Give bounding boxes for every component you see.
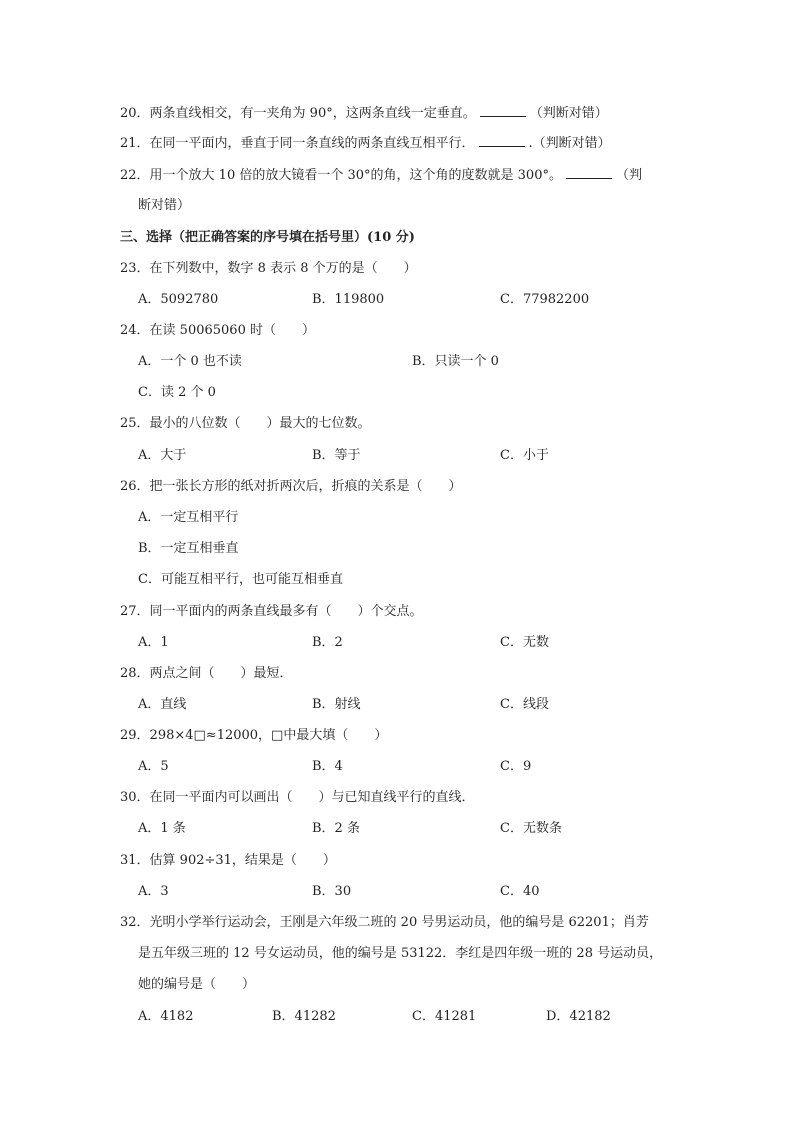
question-23: 23．在下列数中，数字 8 表示 8 个万的是（ ） [120,261,417,276]
option-30-b[interactable]: B．2 条 [312,821,360,836]
option-24-c[interactable]: C．读 2 个 0 [138,385,216,400]
option-32-d[interactable]: D．42182 [546,1009,611,1024]
option-27-c[interactable]: C．无数 [500,635,549,650]
option-28-b[interactable]: B．射线 [312,697,361,712]
option-31-b[interactable]: B．30 [312,884,352,899]
option-25-c[interactable]: C．小于 [500,448,549,463]
question-21: 21．在同一平面内，垂直于同一条直线的两条直线互相平行． .（判断对错） [120,136,611,151]
question-24: 24．在读 50065060 时（ ） [120,323,315,338]
option-26-b[interactable]: B．一定互相垂直 [138,541,239,556]
option-29-a[interactable]: A．5 [138,759,169,774]
question-28: 28．两点之间（ ）最短． [120,666,293,681]
option-23-c[interactable]: C．77982200 [500,292,590,307]
option-27-a[interactable]: A．1 [138,635,169,650]
question-29: 29．298×4□≈12000，□中最大填（ ） [120,728,388,743]
question-32: 32．光明小学举行运动会，王刚是六年级二班的 20 号男运动员，他的编号是 62201；肖芳 [120,915,649,930]
question-26: 26．把一张长方形的纸对折两次后，折痕的关系是（ ） [120,479,462,494]
option-29-c[interactable]: C．9 [500,759,532,774]
option-31-a[interactable]: A．3 [138,884,169,899]
question-25: 25．最小的八位数（ ）最大的七位数。 [120,416,371,431]
option-27-b[interactable]: B．2 [312,635,343,650]
question-31: 31．估算 902÷31，结果是（ ） [120,853,336,868]
option-23-a[interactable]: A．5092780 [138,292,219,307]
question-22: 22．用一个放大 10 倍的放大镜看一个 30°的角，这个角的度数就是 300°。 （判 [120,168,642,183]
option-24-b[interactable]: B．只读一个 0 [412,354,499,369]
option-25-a[interactable]: A．大于 [138,448,187,463]
option-28-c[interactable]: C．线段 [500,697,549,712]
option-32-c[interactable]: C．41281 [412,1009,477,1024]
option-31-c[interactable]: C．40 [500,884,540,899]
option-23-b[interactable]: B．119800 [312,292,385,307]
question-22-line2: 断对错） [138,198,191,213]
question-27: 27．同一平面内的两条直线最多有（ ）个交点。 [120,604,423,619]
question-20: 20．两条直线相交，有一夹角为 90°，这两条直线一定垂直。 （判断对错） [120,106,608,121]
question-30: 30．在同一平面内可以画出（ ）与已知直线平行的直线． [120,790,475,805]
option-32-a[interactable]: A．4182 [138,1009,194,1024]
answer-blank-20[interactable] [480,104,526,117]
option-25-b[interactable]: B．等于 [312,448,361,463]
section-heading-choice: 三、选择（把正确答案的序号填在括号里）(10 分) [120,230,415,245]
option-29-b[interactable]: B．4 [312,759,343,774]
question-32-line2: 是五年级三班的 12 号女运动员，他的编号是 53122．李红是四年级一班的 28 号运动员， [138,946,663,961]
answer-blank-22[interactable] [566,166,612,179]
option-30-a[interactable]: A．1 条 [138,821,186,836]
question-32-line3: 她的编号是（ ） [138,977,256,992]
option-26-c[interactable]: C．可能互相平行，也可能互相垂直 [138,572,343,587]
option-30-c[interactable]: C．无数条 [500,821,562,836]
answer-blank-21[interactable] [479,134,525,147]
option-24-a[interactable]: A．一个 0 也不读 [138,354,242,369]
option-26-a[interactable]: A．一定互相平行 [138,510,239,525]
option-32-b[interactable]: B．41282 [272,1009,336,1024]
option-28-a[interactable]: A．直线 [138,697,187,712]
